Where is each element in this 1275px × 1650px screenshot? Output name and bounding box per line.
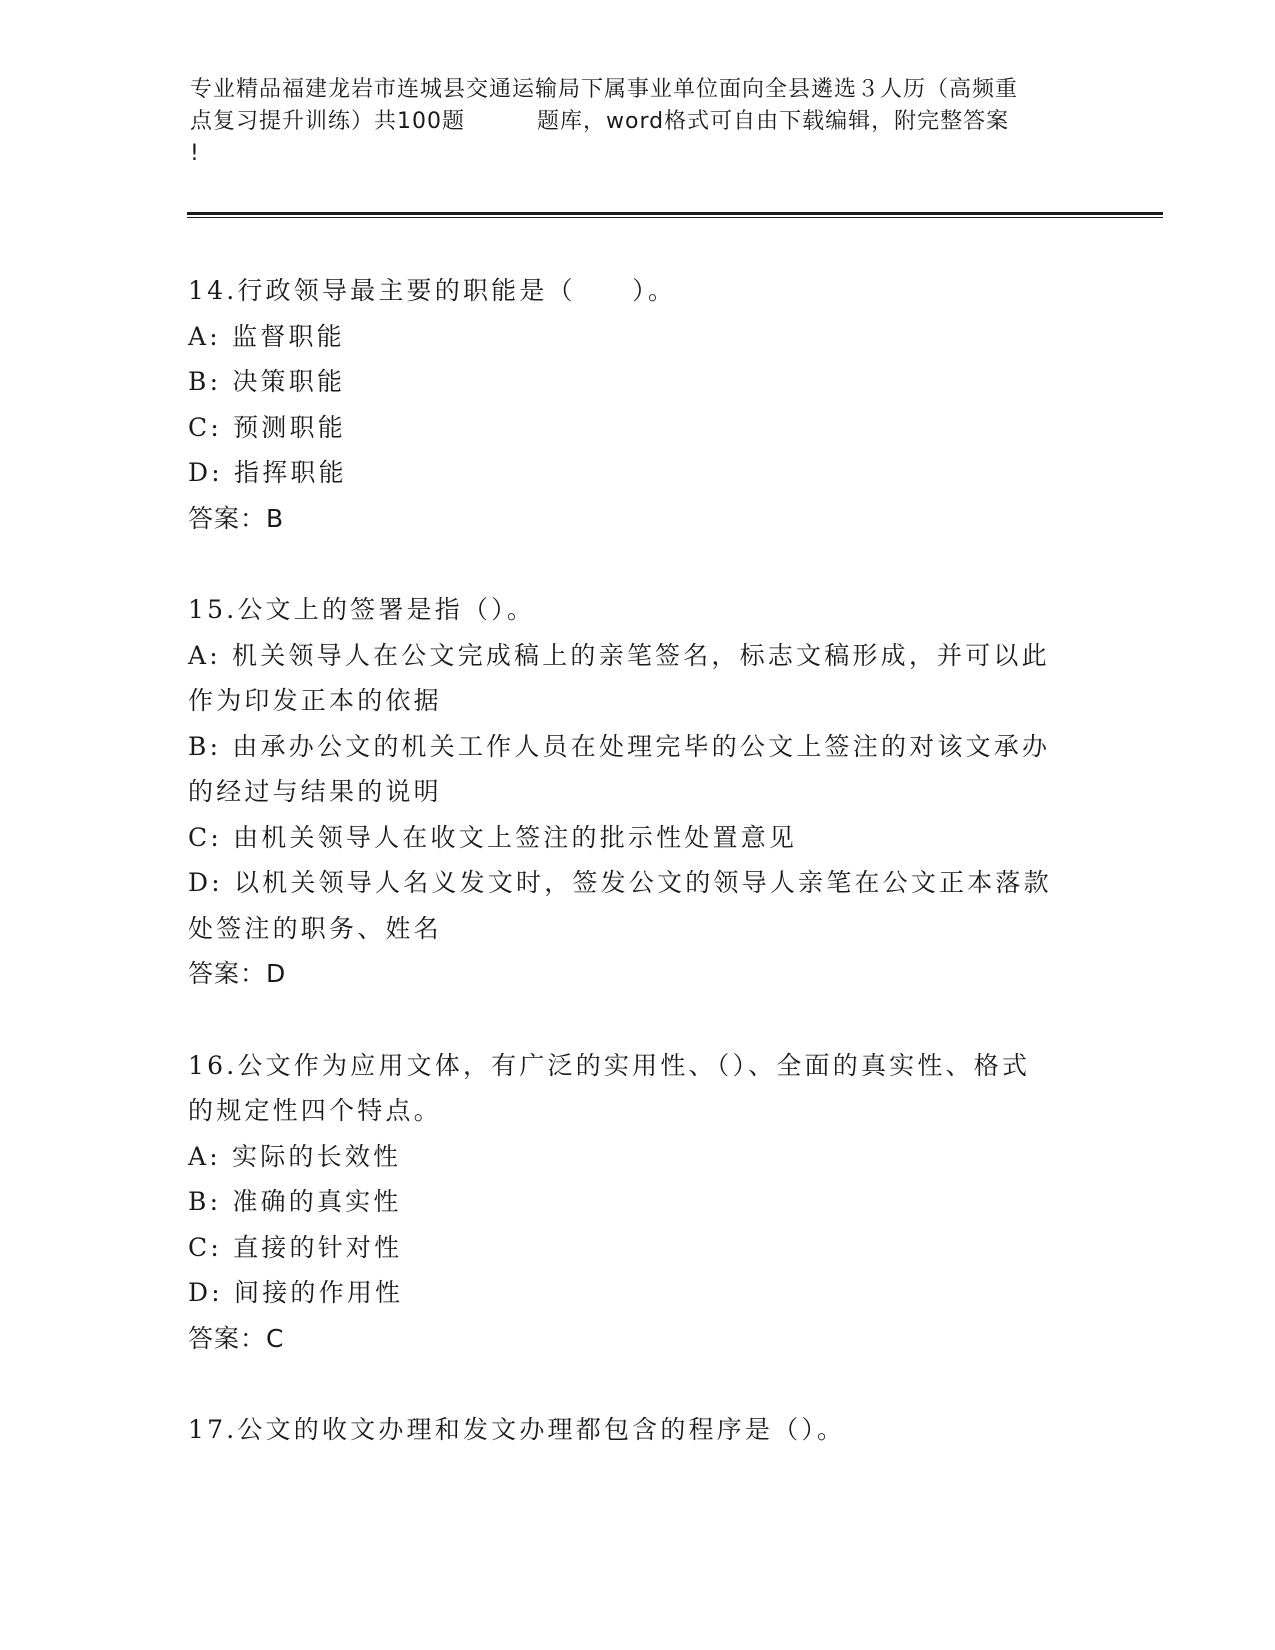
header-line-2	[190, 106, 1090, 138]
question-stem: 17.公文的收文办理和发文办理都包含的程序是（）。	[188, 1415, 846, 1444]
option-d: D: 间接的作用性	[188, 1278, 404, 1307]
header-divider	[187, 212, 1163, 219]
option-b-line-2: 的经过与结果的说明	[188, 777, 442, 806]
option-a: A: 实际的长效性	[188, 1141, 402, 1171]
question-stem: 15.公文上的签署是指（）。	[188, 595, 536, 624]
option-a-line-2: 作为印发正本的依据	[188, 686, 442, 715]
answer: 答案：B	[188, 503, 285, 533]
option-b: B: 决策职能	[188, 367, 346, 396]
option-d-line-1: D: 以机关领导人名义发文时，签发公文的领导人亲笔在公文正本落款	[188, 868, 1052, 897]
document-header	[190, 74, 1090, 170]
header-line-2-part-a: 点复习提升训练）共100题	[190, 109, 465, 134]
header-line-3: !	[190, 141, 200, 166]
divider-thin-line	[187, 217, 1163, 218]
option-b: B: 准确的真实性	[188, 1187, 402, 1216]
option-c: C: 直接的针对性	[188, 1232, 403, 1262]
option-a-line-1: A: 机关领导人在公文完成稿上的亲笔签名，标志文稿形成，并可以此	[188, 640, 1050, 670]
option-c: C: 由机关领导人在收文上签注的批示性处置意见	[188, 822, 798, 852]
question-16	[188, 1043, 1088, 1362]
question-17	[188, 1407, 1088, 1453]
option-c: C: 预测职能	[188, 412, 346, 442]
question-list	[188, 268, 1088, 1453]
option-d: D: 指挥职能	[188, 458, 347, 487]
question-stem: 14.行政领导最主要的职能是（ ）。	[188, 276, 677, 305]
answer: 答案：D	[188, 959, 287, 988]
option-b-line-1: B: 由承办公文的机关工作人员在处理完毕的公文上签注的对该文承办	[188, 731, 1051, 761]
divider-thick-line	[187, 212, 1163, 215]
option-d-line-2: 处签注的职务、姓名	[188, 913, 442, 943]
header-line-1: 专业精品福建龙岩市连城县交通运输局下属事业单位面向全县遴选３人历（高频重	[190, 77, 1019, 102]
question-stem-line-2: 的规定性四个特点。	[188, 1096, 442, 1125]
header-line-2-part-b: 题库，word格式可自由下载编辑，附完整答案	[537, 109, 1010, 134]
answer: 答案：C	[188, 1323, 285, 1353]
option-a: A: 监督职能	[188, 321, 345, 351]
question-14	[188, 268, 1088, 541]
question-15	[188, 587, 1088, 997]
question-stem-line-1: 16.公文作为应用文体，有广泛的实用性、（）、全面的真实性、格式	[188, 1050, 1031, 1080]
